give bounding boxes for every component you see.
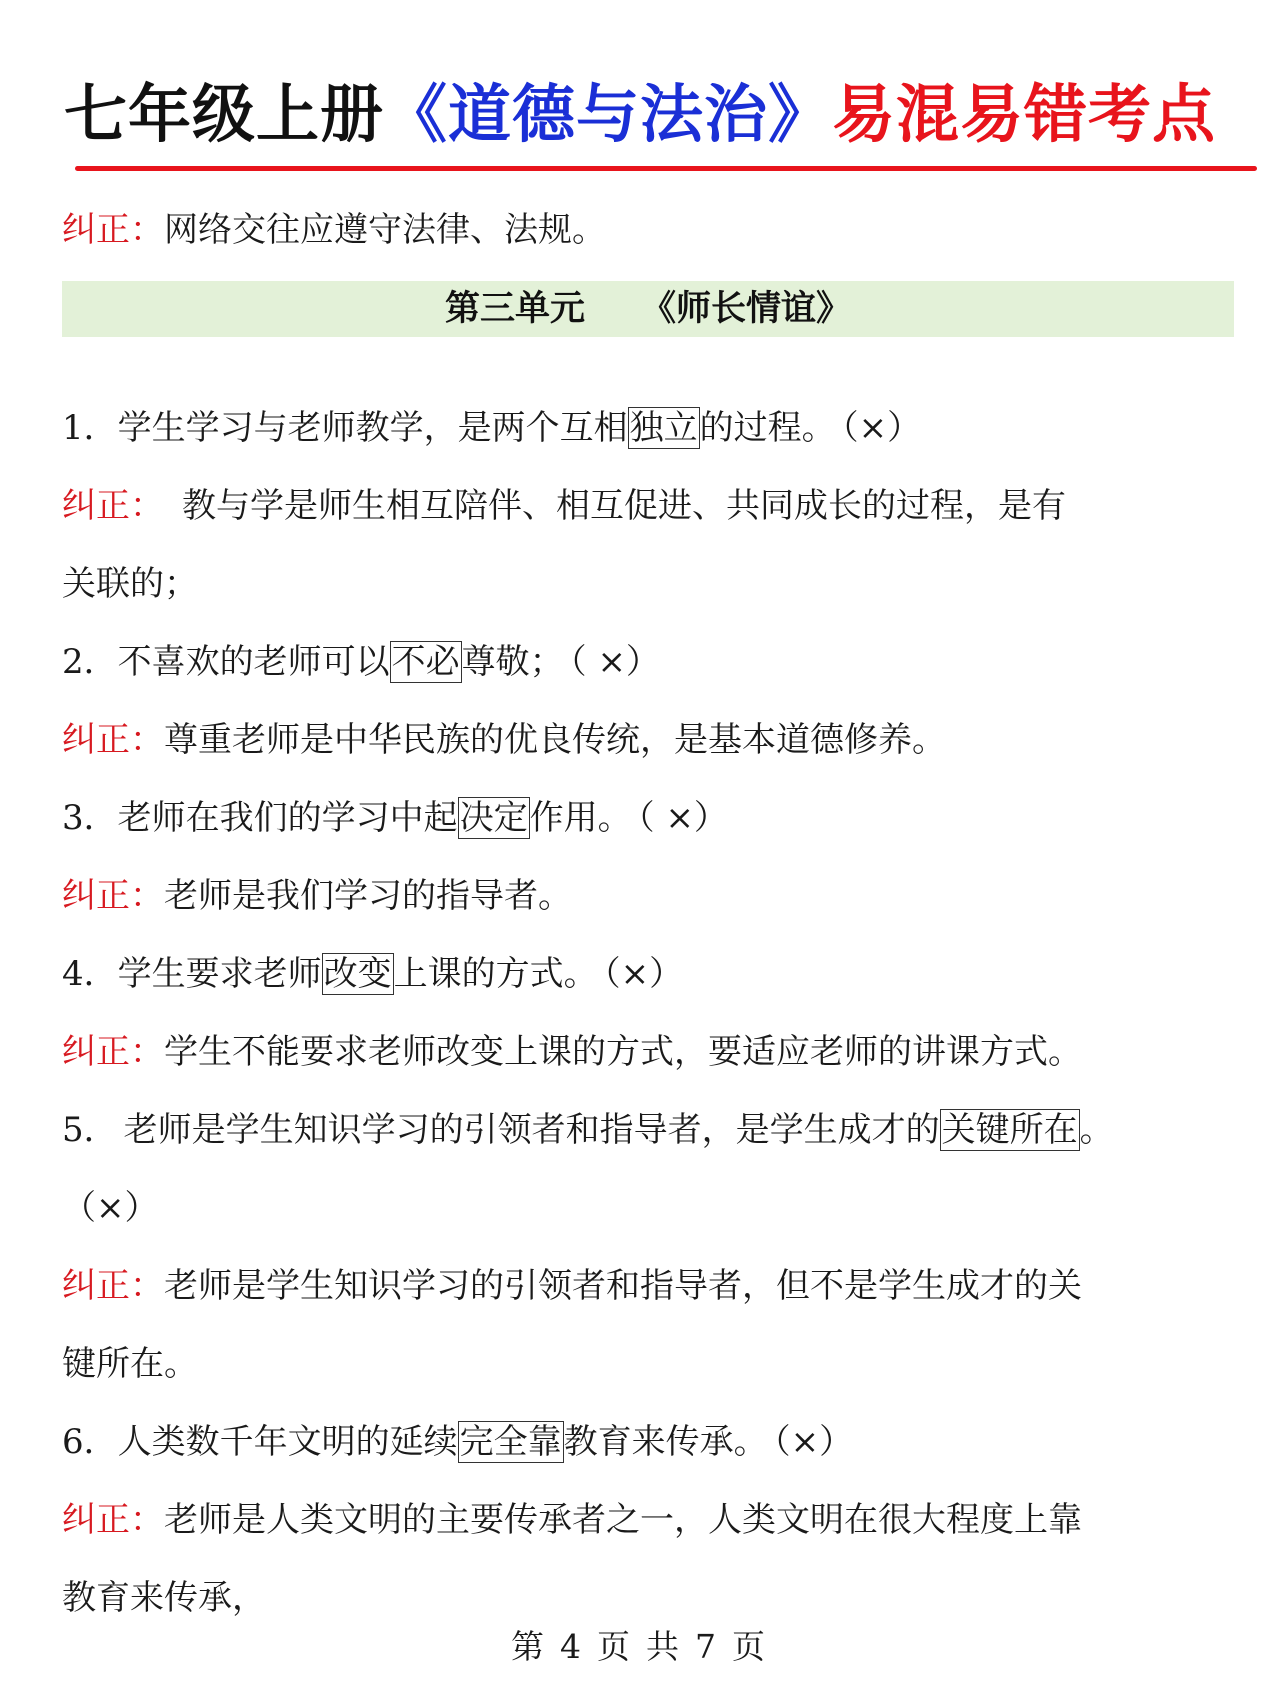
footer-label: 页 xyxy=(732,1627,769,1666)
question-1 xyxy=(62,403,921,453)
question-number: 3． xyxy=(62,798,118,838)
unit-heading xyxy=(62,281,1234,337)
footer-label: 第 xyxy=(511,1627,548,1666)
question-text-end: 的过程。 xyxy=(699,408,836,448)
boxed-keyword: 改变 xyxy=(323,954,392,994)
correction-label: 纠正： xyxy=(62,486,164,526)
correction-6 xyxy=(62,1495,1082,1545)
correction-text: 教与学是师生相互陪伴、相互促进、共同成长的过程，是有 xyxy=(182,486,1066,526)
question-5-mark xyxy=(62,1183,159,1233)
wrong-mark: （×） xyxy=(603,954,684,994)
current-page-number: 4 xyxy=(560,1627,585,1666)
intro-correction xyxy=(62,205,606,255)
question-text: 老师是学生知识学习的引领者和指导者，是学生成才的 xyxy=(123,1110,940,1150)
question-2 xyxy=(62,637,660,687)
correction-text: 网络交往应遵守法律、法规。 xyxy=(164,210,606,250)
correction-label: 纠正： xyxy=(62,1500,164,1540)
correction-label: 纠正： xyxy=(62,210,164,250)
wrong-mark: （×） xyxy=(773,1422,854,1462)
title-topic: 易混易错考点 xyxy=(832,78,1216,151)
question-4 xyxy=(62,949,683,999)
footer-label: 页 xyxy=(597,1627,634,1666)
correction-5-cont xyxy=(62,1339,198,1389)
correction-text: 老师是我们学习的指导者。 xyxy=(164,876,572,916)
page-title xyxy=(0,70,1280,160)
page-footer xyxy=(0,1622,1280,1672)
question-text: 不喜欢的老师可以 xyxy=(117,642,390,682)
correction-label: 纠正： xyxy=(62,720,164,760)
question-6 xyxy=(62,1417,853,1467)
question-number: 1． xyxy=(62,408,118,448)
question-text: 学生学习与老师教学，是两个互相 xyxy=(117,408,628,448)
correction-1 xyxy=(62,481,1066,531)
question-text-end: 。 xyxy=(1079,1110,1114,1150)
title-subject: 《道德与法治》 xyxy=(384,78,832,151)
correction-text: 键所在。 xyxy=(62,1344,198,1384)
unit-name: 《师长情谊》 xyxy=(641,288,852,329)
question-text-end: 教育来传承。 xyxy=(563,1422,768,1462)
boxed-keyword: 不必 xyxy=(391,642,460,682)
question-text-end: 作用。 xyxy=(529,798,632,838)
wrong-mark: （×） xyxy=(841,408,922,448)
question-number: 5． xyxy=(62,1110,118,1150)
correction-text: 关联的； xyxy=(62,564,198,604)
correction-6-cont xyxy=(62,1573,266,1623)
boxed-keyword: 关键所在 xyxy=(941,1110,1078,1150)
wrong-mark: （ ×） xyxy=(637,798,728,838)
question-5 xyxy=(62,1105,1114,1155)
correction-text: 学生不能要求老师改变上课的方式，要适应老师的讲课方式。 xyxy=(164,1032,1082,1072)
question-number: 6． xyxy=(62,1422,118,1462)
question-number: 4． xyxy=(62,954,118,994)
correction-5 xyxy=(62,1261,1082,1311)
correction-1-cont xyxy=(62,559,198,609)
correction-text: 尊重老师是中华民族的优良传统，是基本道德修养。 xyxy=(164,720,946,760)
question-number: 2． xyxy=(62,642,118,682)
total-page-count: 7 xyxy=(695,1627,720,1666)
question-text-end: 上课的方式。 xyxy=(393,954,598,994)
boxed-keyword: 独立 xyxy=(629,408,698,448)
title-underline xyxy=(75,166,1257,171)
question-text-end: 尊敬； xyxy=(461,642,564,682)
boxed-keyword: 完全靠 xyxy=(459,1422,562,1462)
boxed-keyword: 决定 xyxy=(459,798,528,838)
correction-label: 纠正： xyxy=(62,876,164,916)
correction-text: 教育来传承， xyxy=(62,1578,266,1618)
question-text: 学生要求老师 xyxy=(117,954,322,994)
wrong-mark: （ ×） xyxy=(569,642,660,682)
correction-3 xyxy=(62,871,572,921)
question-text: 老师在我们的学习中起 xyxy=(117,798,458,838)
correction-2 xyxy=(62,715,946,765)
question-text: 人类数千年文明的延续 xyxy=(117,1422,458,1462)
correction-label: 纠正： xyxy=(62,1266,164,1306)
wrong-mark: （×） xyxy=(62,1188,159,1228)
unit-number: 第三单元 xyxy=(444,288,585,329)
correction-label: 纠正： xyxy=(62,1032,164,1072)
correction-text: 老师是人类文明的主要传承者之一，人类文明在很大程度上靠 xyxy=(164,1500,1082,1540)
question-3 xyxy=(62,793,728,843)
title-grade: 七年级上册 xyxy=(64,78,384,151)
footer-label: 共 xyxy=(646,1627,683,1666)
correction-4 xyxy=(62,1027,1082,1077)
correction-text: 老师是学生知识学习的引领者和指导者，但不是学生成才的关 xyxy=(164,1266,1082,1306)
